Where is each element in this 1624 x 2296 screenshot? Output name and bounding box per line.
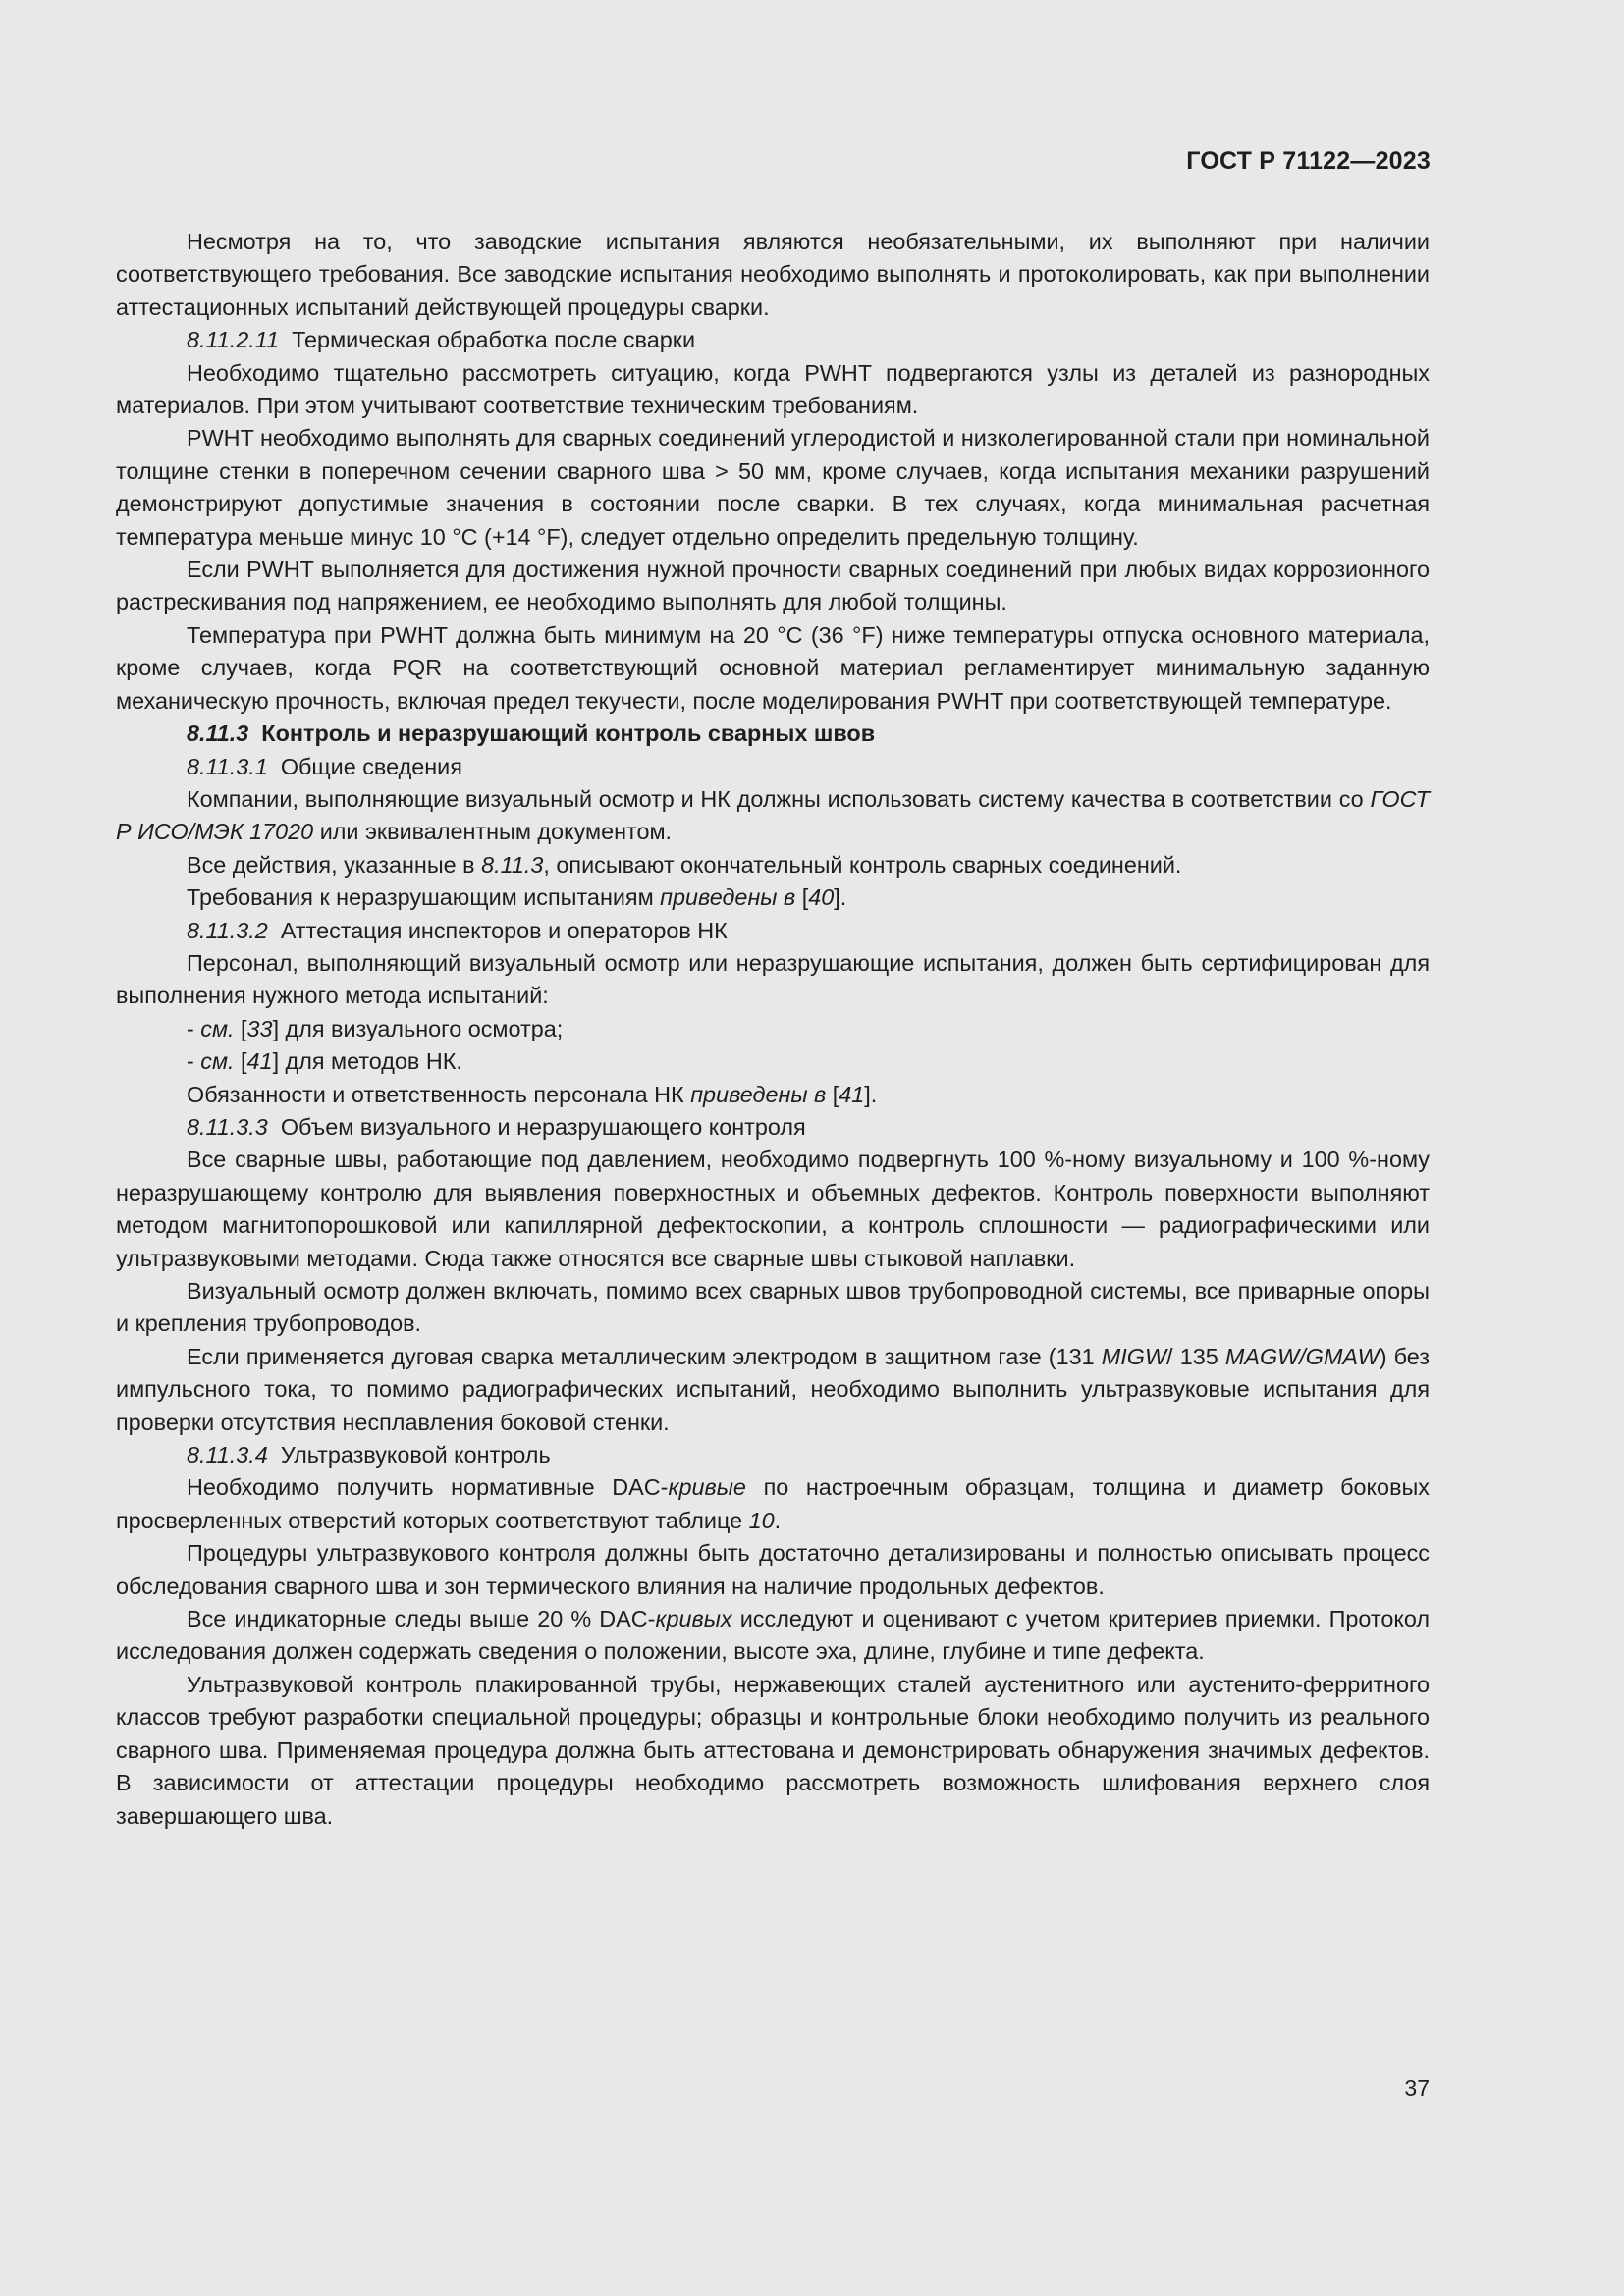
text-run: [ (234, 1015, 247, 1041)
table-reference: 10 (748, 1507, 775, 1533)
section-title: Ультразвуковой контроль (280, 1442, 551, 1468)
section-number: 8.11.3.4 (187, 1442, 268, 1468)
list-item (116, 1045, 1430, 1078)
paragraph: Температура при PWHT должна быть минимум на 20 °С (36 °F) ниже температуры отпуска основного материала, кроме случаев, когда PQR на соответствующий основной материал регламентирует минимальную заданную механическую прочность, включая предел текучести, после моделирования PWHT при соответствующей температуре. (116, 621, 1430, 714)
section-heading-8-11-3-2 (116, 915, 1430, 947)
paragraph (116, 783, 1430, 849)
section-number: 8.11.2.11 (187, 327, 280, 353)
paragraph: Все сварные швы, работающие под давлением, необходимо подвергнуть 100 %-ному визуальному и 100 %-ному неразрушающему контролю для выявления поверхностных и объемных дефектов. Контроль поверхности выполняют методом магнитопорошковой или капиллярной дефектоскопии, а контроль сплошности — радиографическими или ультразвуковыми методами. Сюда также относятся все сварные швы стыковой наплавки. (116, 1147, 1430, 1271)
text-run: Все индикаторные следы выше 20 % DAC- (187, 1606, 656, 1632)
process-code: MAGW/GMAW (1224, 1343, 1380, 1369)
paragraph (116, 849, 1430, 881)
text-run: ] для визуального осмотра; (272, 1015, 564, 1041)
process-code: MIGW (1101, 1343, 1167, 1369)
paragraph: Визуальный осмотр должен включать, помимо всех сварных швов трубопроводной системы, все приварные опоры и крепления трубопроводов. (116, 1278, 1430, 1337)
text-run: Необходимо получить нормативные DAC- (187, 1474, 669, 1501)
section-reference: 8.11.3 (481, 851, 544, 878)
paragraph: Необходимо тщательно рассмотреть ситуацию, когда PWHT подвергаются узлы из деталей из разнородных материалов. При этом учитывают соответствие техническим требованиям. (116, 359, 1430, 419)
section-number: 8.11.3.1 (187, 753, 268, 779)
standard-reference: ГОСТ Р ИСО/МЭК 17020 (116, 785, 1430, 845)
term: кривых (655, 1606, 732, 1632)
section-heading-8-11-3-4 (116, 1439, 1430, 1471)
paragraph (116, 1471, 1430, 1537)
paragraph: Ультразвуковой контроль плакированной трубы, нержавеющих сталей аустенитного или аустенито-ферритного классов требуют разработки специальной процедуры; образцы и контрольные блоки необходимо получить из реального сварного шва. Применяемая процедура должна быть аттестована и демонстрировать обнаружения значимых дефектов. В зависимости от аттестации процедуры необходимо рассмотреть возможность шлифования верхнего слоя завершающего шва. (116, 1671, 1430, 1829)
see-reference: см. (200, 1048, 235, 1075)
paragraph: Несмотря на то, что заводские испытания являются необязательными, их выполняют при наличии соответствующего требования. Все заводские испытания необходимо выполнять и протоколировать, как при выполнении аттестационных испытаний действующей процедуры сварки. (116, 229, 1430, 320)
text-run: ]. (834, 884, 847, 911)
section-heading-8-11-3-1 (116, 751, 1430, 783)
paragraph: Персонал, выполняющий визуальный осмотр или неразрушающие испытания, должен быть сертифицирован для выполнения нужного метода испытаний: (116, 949, 1430, 1009)
paragraph (116, 1079, 1430, 1111)
section-title: Объем визуального и неразрушающего контроля (280, 1113, 806, 1140)
reference-phrase: приведены в (660, 884, 796, 911)
text-run: [ (234, 1048, 247, 1075)
section-title: Общие сведения (280, 753, 462, 779)
document-header: ГОСТ Р 71122—2023 (1186, 147, 1431, 175)
see-reference: см. (200, 1015, 235, 1041)
text-run: Если применяется дуговая сварка металлическим электродом в защитном газе (131 (187, 1343, 1102, 1369)
paragraph (116, 1341, 1430, 1439)
section-number: 8.11.3.3 (187, 1113, 268, 1140)
paragraph (116, 881, 1430, 914)
bibliography-reference: 41 (246, 1048, 273, 1075)
section-heading-8-11-3-3 (116, 1111, 1430, 1144)
term: кривые (668, 1474, 746, 1501)
text-run: Обязанности и ответственность персонала НК (187, 1081, 691, 1107)
text-run: по настроечным образцам, толщина и диаметр боковых просверленных отверстий которых соответствуют таблице (116, 1474, 1430, 1533)
paragraph: Процедуры ультразвукового контроля должны быть достаточно детализированы и полностью описывать процесс обследования сварного шва и зон термического влияния на наличие продольных дефектов. (116, 1540, 1430, 1599)
text-run: / 135 (1166, 1343, 1225, 1369)
bibliography-reference: 33 (246, 1015, 273, 1041)
text-run: [ (795, 884, 809, 911)
bibliography-reference: 41 (839, 1081, 865, 1107)
section-title: Аттестация инспекторов и операторов НК (280, 917, 728, 943)
reference-phrase: приведены в (690, 1081, 827, 1107)
document-body (116, 226, 1430, 1833)
text-run: Компании, выполняющие визуальный осмотр и НК должны использовать систему качества в соответствии со (187, 785, 1371, 812)
section-heading-8-11-3 (116, 718, 1430, 750)
text-run: Требования к неразрушающим испытаниям (187, 884, 661, 911)
text-run: Все действия, указанные в (187, 851, 482, 878)
paragraph: Если PWHT выполняется для достижения нужной прочности сварных соединений при любых видах коррозионного растрескивания под напряжением, ее необходимо выполнять для любой толщины. (116, 557, 1430, 615)
list-dash: - (187, 1015, 201, 1041)
section-heading-8-11-2-11 (116, 324, 1430, 356)
text-run: . (774, 1507, 782, 1533)
text-run: исследуют и оценивают с учетом критериев приемки. Протокол исследования должен содержать сведения о положении, высоте эха, длине, глубине и типе дефекта. (116, 1606, 1430, 1665)
page-number: 37 (1404, 2075, 1430, 2101)
list-dash: - (187, 1048, 201, 1075)
paragraph (116, 1603, 1430, 1669)
text-run: [ (826, 1081, 839, 1107)
section-number: 8.11.3 (187, 721, 249, 747)
section-title: Термическая обработка после сварки (292, 327, 696, 353)
text-run: ] для методов НК. (272, 1048, 462, 1075)
text-run: , описывают окончательный контроль сварных соединений. (543, 851, 1182, 878)
bibliography-reference: 40 (808, 884, 835, 911)
text-run: ) без импульсного тока, то помимо радиографических испытаний, необходимо выполнить ультразвуковые испытания для проверки отсутствия несплавления боковой стенки. (116, 1343, 1430, 1435)
text-run: ]. (864, 1081, 878, 1107)
section-number: 8.11.3.2 (187, 917, 268, 943)
paragraph: PWHT необходимо выполнять для сварных соединений углеродистой и низколегированной стали при номинальной толщине стенки в поперечном сечении сварного шва > 50 мм, кроме случаев, когда испытания механики разрушений демонстрируют допустимые значения в состоянии после сварки. В тех случаях, когда минимальная расчетная температура меньше минус 10 °С (+14 °F), следует отдельно определить предельную толщину. (116, 425, 1430, 550)
section-title: Контроль и неразрушающий контроль сварных швов (261, 721, 876, 747)
list-item (116, 1013, 1430, 1045)
text-run: или эквивалентным документом. (313, 819, 673, 845)
